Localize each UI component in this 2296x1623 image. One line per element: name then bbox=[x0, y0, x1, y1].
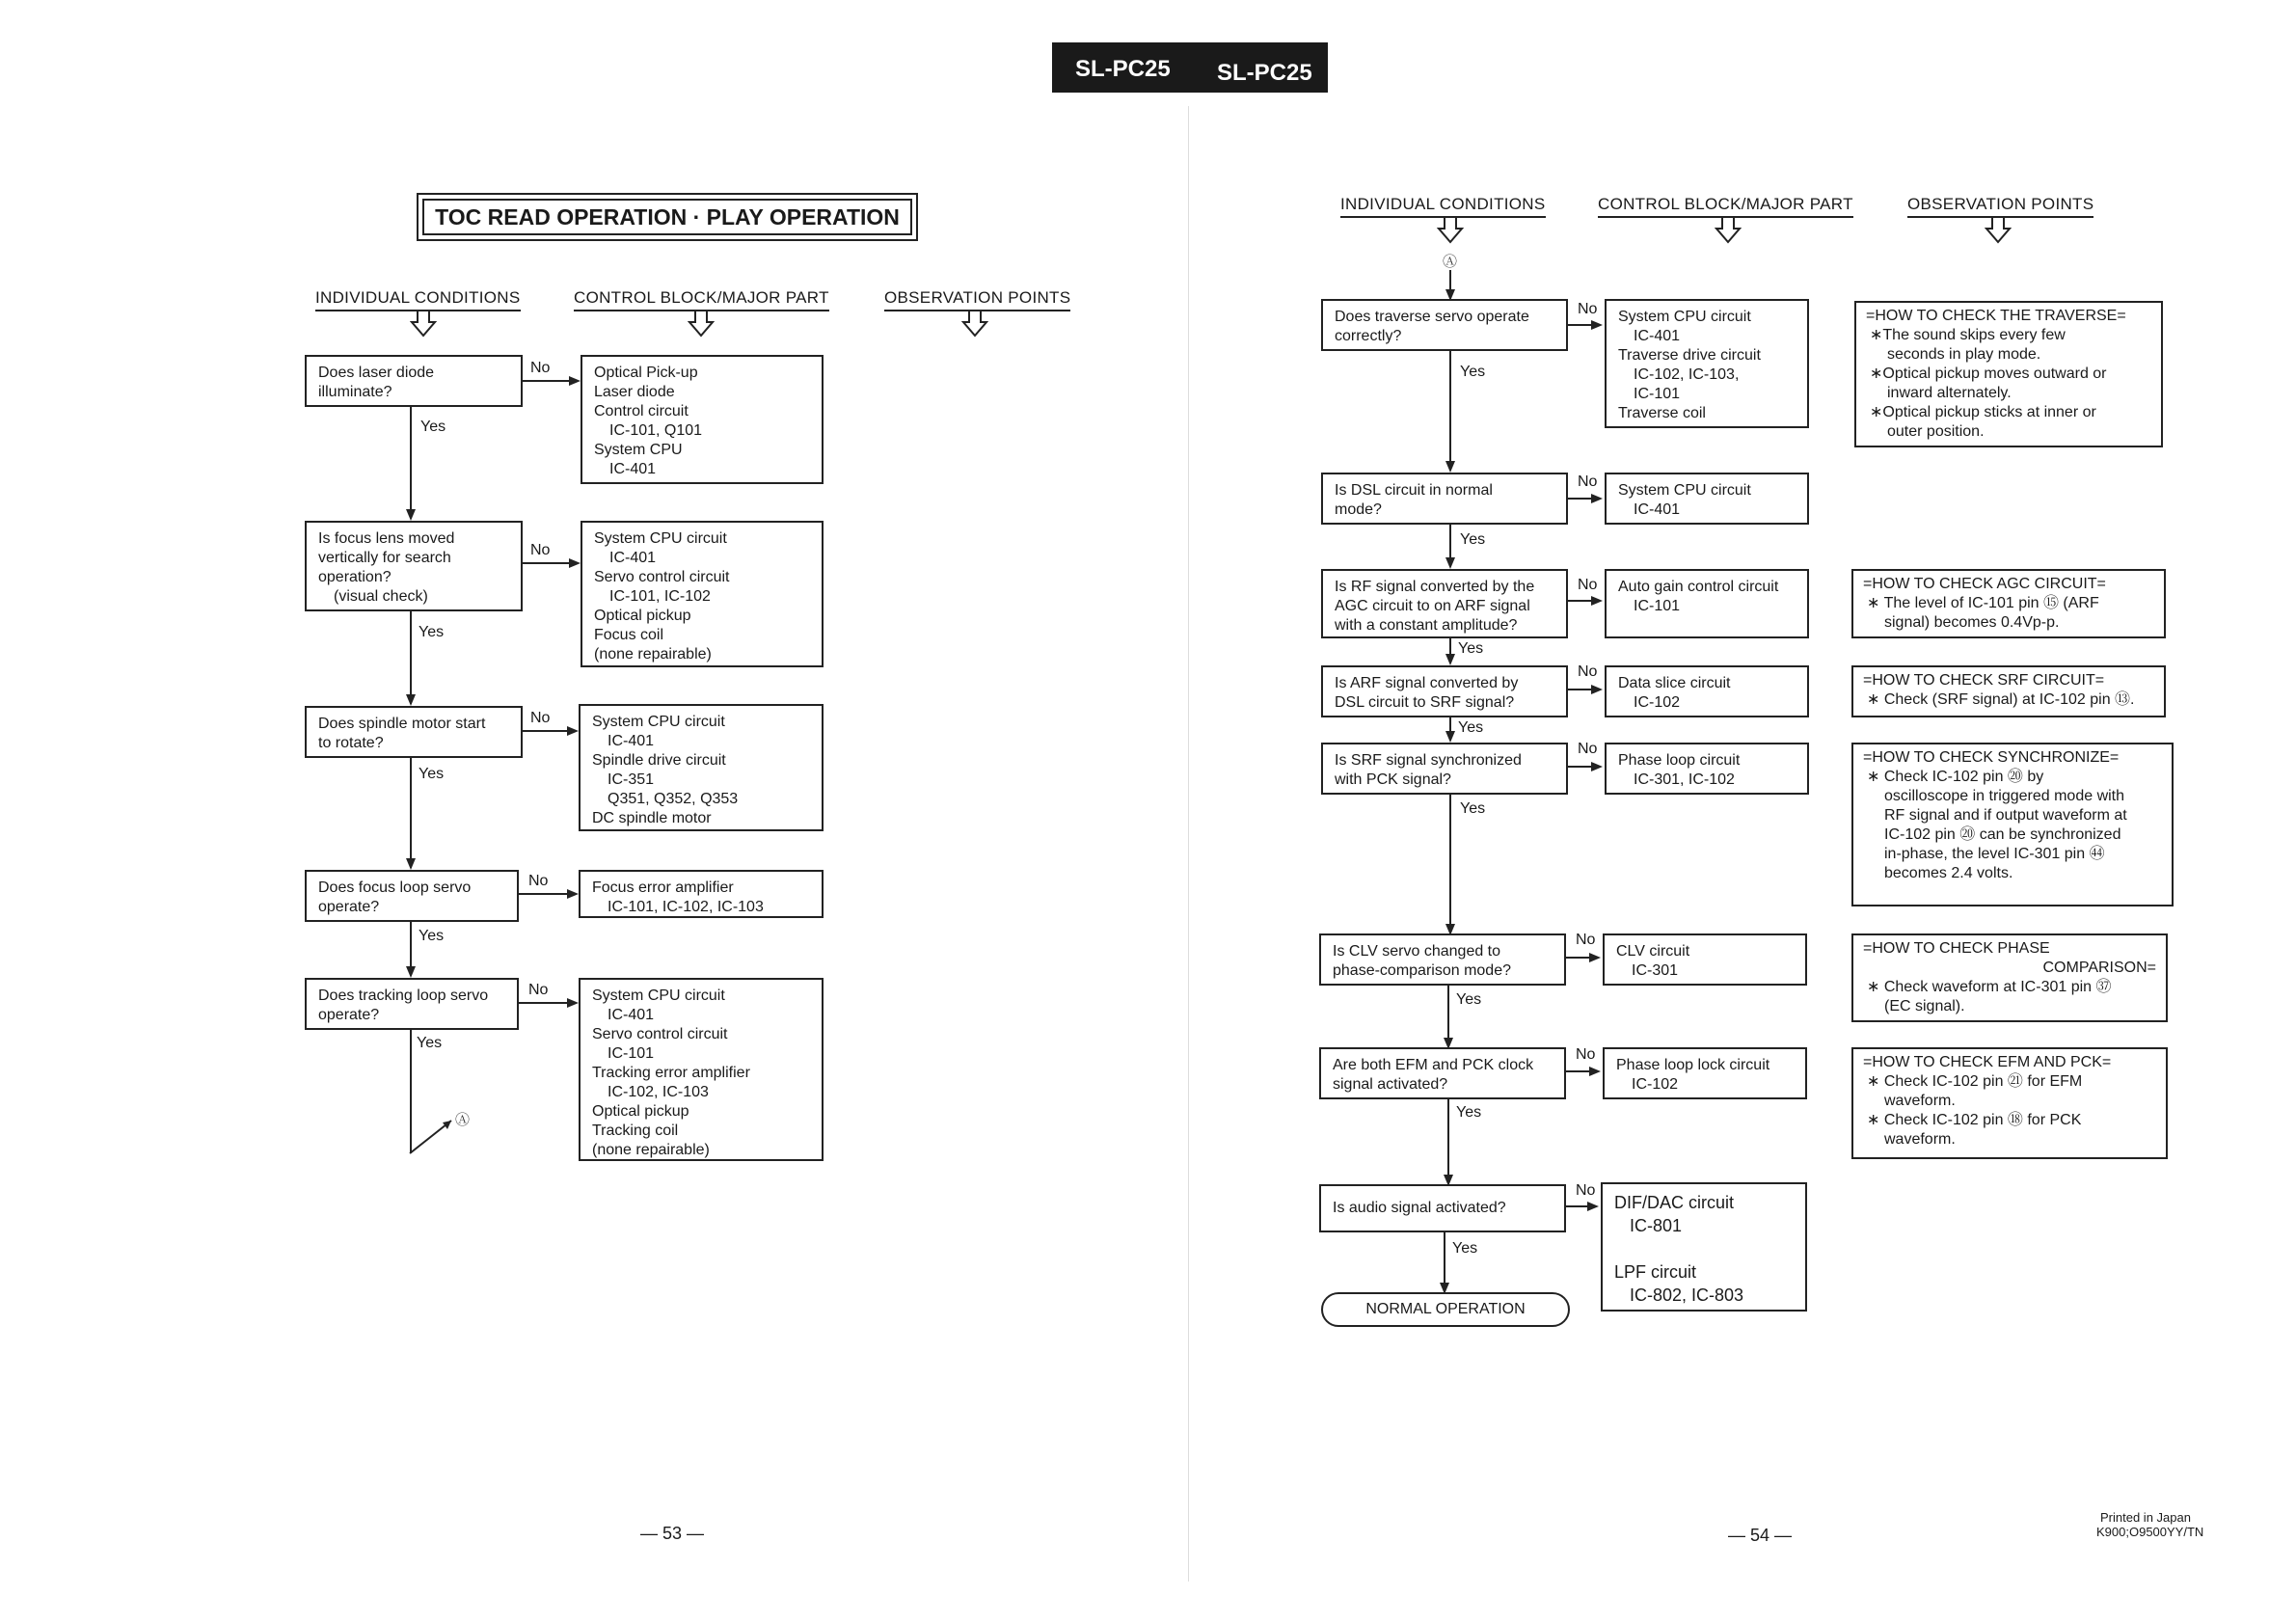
no-label: No bbox=[528, 873, 549, 889]
no-connector bbox=[1568, 324, 1593, 326]
yes-label: Yes bbox=[417, 1035, 443, 1051]
arrow-right-icon bbox=[567, 998, 579, 1008]
part-box-phase-loop: Phase loop circuit IC-301, IC-102 bbox=[1605, 743, 1809, 795]
part-box-focus-error-amp: Focus error amplifier IC-101, IC-102, IC-103 bbox=[579, 870, 824, 918]
normal-operation-terminator: NORMAL OPERATION bbox=[1321, 1292, 1570, 1327]
question-tracking-loop: Does tracking loop servo operate? bbox=[305, 978, 519, 1030]
page-54 bbox=[1148, 0, 2296, 1623]
yes-label: Yes bbox=[1460, 531, 1486, 548]
yes-label: Yes bbox=[1458, 719, 1484, 736]
arrow-right-icon bbox=[1591, 596, 1603, 606]
no-connector bbox=[519, 1002, 567, 1004]
down-arrow-icon bbox=[410, 309, 437, 338]
question-focus-lens: Is focus lens moved vertically for search operation? (visual check) bbox=[305, 521, 523, 611]
part-box-tracking: System CPU circuit IC-401 Servo control circuit IC-101 Tracking error amplifier IC-102, IC-103 Optical pickup Tracking coil (none repairable) bbox=[579, 978, 824, 1161]
part-box-traverse: System CPU circuit IC-401 Traverse drive circuit IC-102, IC-103, IC-101 Traverse coil bbox=[1605, 299, 1809, 428]
arrow-down-icon bbox=[406, 966, 416, 978]
yes-connector bbox=[1449, 351, 1451, 463]
yes-connector bbox=[1447, 1099, 1449, 1178]
part-box-dsl: System CPU circuit IC-401 bbox=[1605, 473, 1809, 525]
question-audio-signal: Is audio signal activated? bbox=[1319, 1184, 1566, 1232]
no-connector bbox=[1568, 766, 1593, 768]
part-box-agc: Auto gain control circuit IC-101 bbox=[1605, 569, 1809, 638]
no-label: No bbox=[528, 982, 549, 998]
down-arrow-icon bbox=[1437, 215, 1464, 244]
no-connector bbox=[1568, 600, 1593, 602]
arrow-right-icon bbox=[1589, 953, 1601, 962]
question-spindle-motor: Does spindle motor start to rotate? bbox=[305, 706, 523, 758]
page-number: — 54 — bbox=[1728, 1526, 1793, 1545]
header-observation-points: OBSERVATION POINTS bbox=[884, 288, 1070, 311]
part-box-data-slice: Data slice circuit IC-102 bbox=[1605, 665, 1809, 717]
yes-label: Yes bbox=[419, 624, 445, 640]
yes-label: Yes bbox=[1456, 1104, 1482, 1121]
no-connector bbox=[1566, 1205, 1589, 1207]
observation-traverse: =HOW TO CHECK THE TRAVERSE= ∗The sound skips every few seconds in play mode. ∗Optical pickup moves outward or inward alternately. ∗Optical pickup sticks at inner or outer position. bbox=[1854, 301, 2163, 447]
yes-connector bbox=[410, 407, 412, 511]
observation-agc: =HOW TO CHECK AGC CIRCUIT= ∗ The level of IC-101 pin ⑮ (ARF signal) becomes 0.4Vp-p. bbox=[1851, 569, 2166, 638]
header-individual-conditions: INDIVIDUAL CONDITIONS bbox=[1340, 195, 1546, 218]
no-connector bbox=[519, 893, 567, 895]
yes-label: Yes bbox=[1452, 1240, 1478, 1257]
part-box-dif-dac: DIF/DAC circuit IC-801 LPF circuit IC-802, IC-803 bbox=[1601, 1182, 1807, 1312]
arrow-down-icon bbox=[1445, 557, 1455, 569]
print-info: Printed in Japan K900;O9500YY/TN bbox=[2096, 1510, 2204, 1539]
question-dsl-circuit: Is DSL circuit in normal mode? bbox=[1321, 473, 1568, 525]
arrow-down-icon bbox=[1445, 461, 1455, 473]
arrow-right-icon bbox=[569, 376, 581, 386]
yes-label: Yes bbox=[1456, 991, 1482, 1008]
no-label: No bbox=[1578, 663, 1598, 680]
yes-label: Yes bbox=[419, 928, 445, 944]
question-focus-loop: Does focus loop servo operate? bbox=[305, 870, 519, 922]
yes-connector bbox=[410, 758, 412, 868]
part-box-spindle-drive: System CPU circuit IC-401 Spindle drive circuit IC-351 Q351, Q352, Q353 DC spindle motor bbox=[579, 704, 824, 831]
no-label: No bbox=[1576, 1046, 1596, 1063]
page-number: — 53 — bbox=[640, 1524, 705, 1543]
yes-connector bbox=[1444, 1232, 1445, 1286]
down-arrow-icon bbox=[961, 309, 988, 338]
arrow-right-icon bbox=[1591, 320, 1603, 330]
yes-connector bbox=[1447, 986, 1449, 1041]
arrow-right-icon bbox=[1591, 685, 1603, 694]
question-rf-agc: Is RF signal converted by the AGC circuit to on ARF signal with a constant amplitude? bbox=[1321, 569, 1568, 638]
model-tab-right: SL-PC25 bbox=[1217, 60, 1312, 86]
observation-synchronize: =HOW TO CHECK SYNCHRONIZE= ∗ Check IC-102 pin ⑳ by oscilloscope in triggered mode with RF signal and if output waveform at IC-102 pin ⑳ can be synchronized in-phase, the level IC-301 pin ㊹ becomes 2.4 volts. bbox=[1851, 743, 2174, 906]
connector-a-icon: Ⓐ bbox=[455, 1112, 471, 1128]
question-arf-dsl: Is ARF signal converted by DSL circuit to SRF signal? bbox=[1321, 665, 1568, 717]
yes-label: Yes bbox=[419, 766, 445, 782]
arrow-right-icon bbox=[569, 558, 581, 568]
question-laser-diode: Does laser diode illuminate? bbox=[305, 355, 523, 407]
arrow-down-icon bbox=[406, 509, 416, 521]
down-arrow-icon bbox=[1715, 215, 1742, 244]
arrow-right-icon bbox=[1587, 1202, 1599, 1211]
part-box-optical-pickup: Optical Pick-up Laser diode Control circuit IC-101, Q101 System CPU IC-401 bbox=[581, 355, 824, 484]
no-connector bbox=[1566, 957, 1591, 959]
no-connector bbox=[1568, 498, 1593, 500]
yes-label: Yes bbox=[1460, 364, 1486, 380]
yes-connector bbox=[410, 922, 412, 970]
observation-phase-comparison: =HOW TO CHECK PHASE COMPARISON= ∗ Check waveform at IC-301 pin ㊲ (EC signal). bbox=[1851, 933, 2168, 1022]
arrow-right-icon bbox=[567, 889, 579, 899]
arrow-down-icon bbox=[406, 858, 416, 870]
connector-a-icon: Ⓐ bbox=[1443, 254, 1458, 270]
down-arrow-icon bbox=[688, 309, 715, 338]
no-label: No bbox=[1578, 301, 1598, 317]
no-connector bbox=[523, 562, 569, 564]
down-arrow-icon bbox=[1985, 215, 2012, 244]
arrow-right-icon bbox=[567, 726, 579, 736]
question-clv-servo: Is CLV servo changed to phase-comparison mode? bbox=[1319, 933, 1566, 986]
no-label: No bbox=[1578, 577, 1598, 593]
no-label: No bbox=[1578, 473, 1598, 490]
question-traverse-servo: Does traverse servo operate correctly? bbox=[1321, 299, 1568, 351]
arrow-right-icon bbox=[1591, 762, 1603, 771]
no-label: No bbox=[1576, 932, 1596, 948]
no-label: No bbox=[530, 542, 551, 558]
no-label: No bbox=[1578, 741, 1598, 757]
question-srf-pck: Is SRF signal synchronized with PCK signal? bbox=[1321, 743, 1568, 795]
yes-label: Yes bbox=[1458, 640, 1484, 657]
continue-connector bbox=[405, 1030, 482, 1157]
observation-efm-pck: =HOW TO CHECK EFM AND PCK= ∗ Check IC-102 pin ㉑ for EFM waveform. ∗ Check IC-102 pin ⑱ for PCK waveform. bbox=[1851, 1047, 2168, 1159]
arrow-down-icon bbox=[406, 694, 416, 706]
no-connector bbox=[523, 380, 569, 382]
arrow-right-icon bbox=[1591, 494, 1603, 503]
yes-connector bbox=[1449, 795, 1451, 928]
yes-label: Yes bbox=[1460, 800, 1486, 817]
arrow-down-icon bbox=[1445, 654, 1455, 665]
arrow-down-icon bbox=[1445, 731, 1455, 743]
no-connector bbox=[523, 730, 567, 732]
question-efm-pck: Are both EFM and PCK clock signal activated? bbox=[1319, 1047, 1566, 1099]
part-box-phase-loop-lock: Phase loop lock circuit IC-102 bbox=[1603, 1047, 1807, 1099]
model-tab-left: SL-PC25 bbox=[1075, 56, 1171, 82]
yes-connector bbox=[410, 611, 412, 704]
part-box-servo-control: System CPU circuit IC-401 Servo control circuit IC-101, IC-102 Optical pickup Focus coil (none repairable) bbox=[581, 521, 824, 667]
no-label: No bbox=[530, 710, 551, 726]
header-control-block: CONTROL BLOCK/MAJOR PART bbox=[1598, 195, 1853, 218]
part-box-clv: CLV circuit IC-301 bbox=[1603, 933, 1807, 986]
no-connector bbox=[1566, 1070, 1591, 1072]
header-individual-conditions: INDIVIDUAL CONDITIONS bbox=[315, 288, 521, 311]
arrow-right-icon bbox=[1589, 1067, 1601, 1076]
header-control-block: CONTROL BLOCK/MAJOR PART bbox=[574, 288, 829, 311]
no-connector bbox=[1568, 689, 1593, 690]
yes-connector bbox=[1449, 525, 1451, 561]
header-observation-points: OBSERVATION POINTS bbox=[1907, 195, 2093, 218]
page-title bbox=[417, 193, 918, 241]
observation-srf: =HOW TO CHECK SRF CIRCUIT= ∗ Check (SRF signal) at IC-102 pin ⑬. bbox=[1851, 665, 2166, 717]
yes-label: Yes bbox=[420, 419, 446, 435]
no-label: No bbox=[530, 360, 551, 376]
page-title-text: TOC READ OPERATION · PLAY OPERATION bbox=[422, 199, 912, 235]
no-label: No bbox=[1576, 1182, 1596, 1199]
